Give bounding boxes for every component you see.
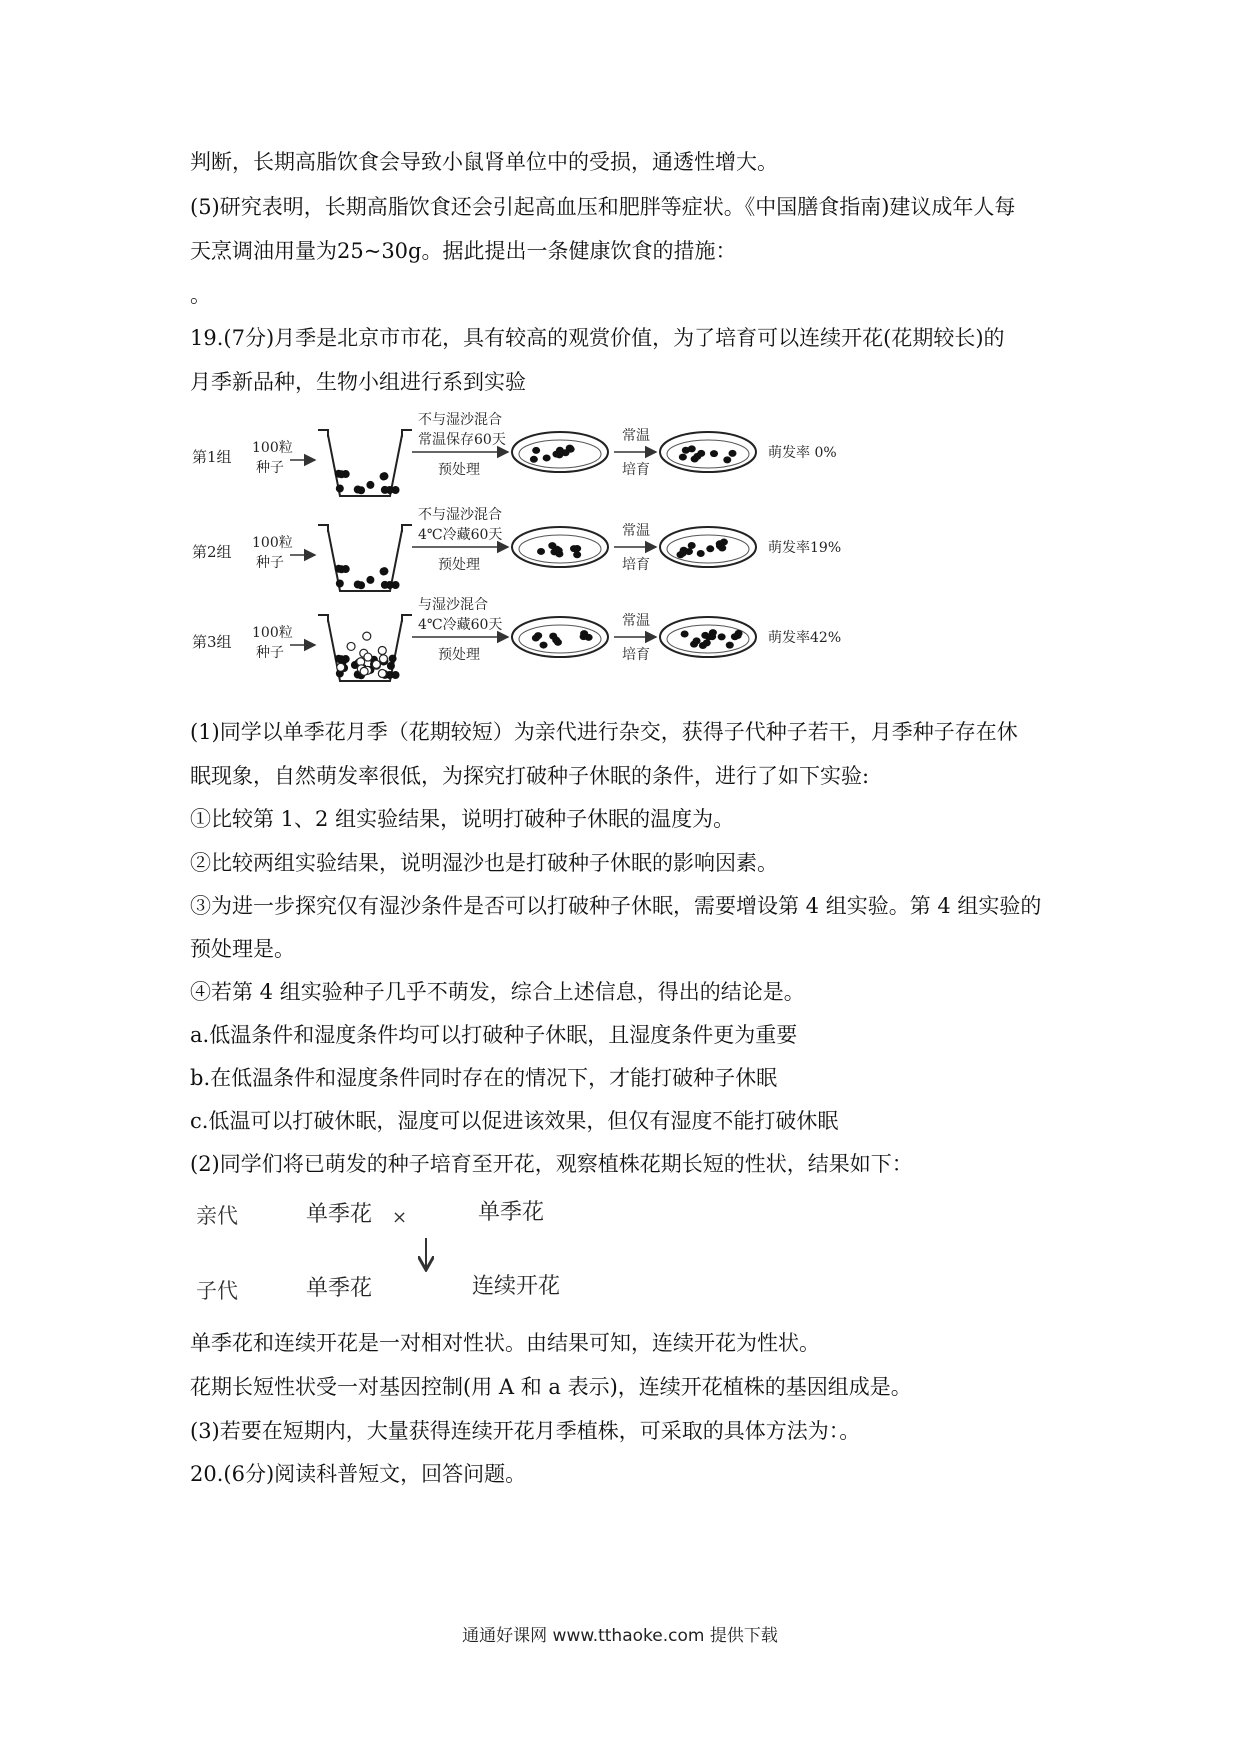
experiment-group-row — [192, 507, 841, 591]
seed-dot — [381, 581, 389, 589]
sand-grain — [379, 655, 387, 663]
seed-dot — [549, 633, 557, 640]
sand-grain — [337, 663, 345, 671]
option-b: b.在低温条件和湿度条件同时存在的情况下，才能打破种子休眠 — [190, 1066, 778, 1090]
petri-dish — [512, 527, 608, 567]
seed-dot — [381, 486, 389, 494]
petri-dish — [512, 432, 608, 472]
option-a: a.低温条件和湿度条件均可以打破种子休眠，且湿度条件更为重要 — [190, 1023, 798, 1047]
seed-dot — [726, 642, 734, 649]
seed-dot — [380, 567, 388, 575]
text-line: ④若第 4 组实验种子几乎不萌发，综合上述信息，得出的结论是。 — [190, 980, 805, 1004]
treatment-line-1: 不与湿沙混合 — [418, 507, 502, 523]
parent1-label: 单季花 — [306, 1202, 373, 1227]
beaker-outline — [318, 430, 412, 496]
seed-dot — [389, 655, 397, 663]
seed-label: 种子 — [256, 460, 284, 476]
experiment-group-row — [192, 412, 837, 496]
seed-dot — [366, 481, 374, 489]
text-line: 天烹调油用量为25~30g。据此提出一条健康饮食的措施： — [190, 239, 737, 263]
seed-dot — [729, 450, 737, 457]
text-line: 花期长短性状受一对基因控制(用 A 和 a 表示)，连续开花植株的基因组成是。 — [190, 1375, 912, 1399]
cross-diagram — [190, 1190, 610, 1320]
seed-dot — [693, 637, 701, 644]
footer-credit: 通通好课网 www.tthaoke.com 提供下载 — [462, 1626, 778, 1646]
seed-dot — [697, 550, 705, 557]
seed-dot — [380, 472, 388, 480]
option-c: c.低温可以打破休眠，湿度可以促进该效果，但仅有湿度不能打破休眠 — [190, 1109, 839, 1133]
seed-dot — [682, 447, 690, 454]
text-line: 单季花和连续开花是一对相对性状。由结果可知，连续开花为性状。 — [190, 1331, 820, 1355]
seed-dot — [354, 581, 362, 589]
experiment-diagram — [190, 402, 910, 697]
sand-grain — [364, 653, 372, 661]
sand-grain — [378, 646, 386, 654]
seed-dot — [723, 456, 731, 463]
seed-dot — [336, 485, 344, 493]
text-line: 。 — [190, 283, 211, 307]
seed-dot — [688, 542, 696, 549]
text-line: (5)研究表明，长期高脂饮食还会引起高血压和肥胖等症状。《中国膳食指南)建议成年人每 — [190, 195, 1016, 219]
text-line: (1)同学以单季花月季（花期较短）为亲代进行杂交，获得子代种子若干，月季种子存在休 — [190, 720, 1018, 744]
seed-dot — [679, 454, 687, 461]
beaker — [318, 430, 412, 496]
beaker — [318, 525, 412, 591]
seed-dot — [530, 456, 538, 463]
treatment-line-1: 不与湿沙混合 — [418, 412, 502, 428]
petri-dish — [512, 617, 608, 657]
petri-dish-inner — [667, 440, 749, 468]
text-line: 眠现象，自然萌发率很低，为探究打破种子休眠的条件，进行了如下实验: — [190, 764, 870, 788]
seed-dot — [387, 662, 395, 670]
seed-dot — [699, 642, 707, 649]
seed-dot — [336, 580, 344, 588]
seed-dot — [366, 576, 374, 584]
germination-rate-label: 萌发率 0% — [768, 445, 837, 461]
treatment-line-2: 4℃冷藏60天 — [418, 527, 503, 543]
seed-label: 种子 — [256, 645, 284, 661]
seed-dot — [342, 565, 350, 573]
child1-label: 单季花 — [306, 1276, 373, 1301]
seed-dot — [706, 545, 714, 552]
seed-dot — [681, 630, 689, 637]
treatment-line-2: 4℃冷藏60天 — [418, 617, 503, 633]
culture-line-1: 常温 — [622, 428, 650, 444]
text-line: (2)同学们将已萌发的种子培育至开花，观察植株花期长短的性状，结果如下： — [190, 1152, 913, 1176]
treatment-line-1: 与湿沙混合 — [418, 597, 488, 613]
text-line: ①比较第 1、2 组实验结果，说明打破种子休眠的温度为。 — [190, 807, 735, 831]
treatment-line-2: 常温保存60天 — [418, 432, 506, 448]
child2-label: 连续开花 — [472, 1274, 561, 1299]
seed-dot — [567, 446, 575, 453]
sand-grain — [378, 669, 386, 677]
seed-dot — [534, 632, 542, 639]
petri-dish — [660, 432, 756, 472]
seed-dot — [693, 453, 701, 460]
sand-grain — [360, 667, 368, 675]
sand-grain — [363, 632, 371, 640]
seed-dot — [532, 447, 540, 454]
seed-dot — [718, 633, 726, 640]
seed-count-label: 100粒 — [252, 625, 293, 641]
seed-dot — [731, 633, 739, 640]
seed-dot — [573, 551, 581, 558]
seed-dot — [550, 548, 558, 555]
culture-line-1: 常温 — [622, 523, 650, 539]
child-label: 子代 — [196, 1279, 238, 1303]
text-line: 判断，长期高脂饮食会导致小鼠肾单位中的受损，通透性增大。 — [190, 150, 778, 174]
question-20-heading: 20.(6分)阅读科普短文，回答问题。 — [190, 1462, 527, 1486]
treatment-line-3: 预处理 — [438, 462, 480, 478]
experiment-group-row — [192, 597, 841, 681]
treatment-line-3: 预处理 — [438, 557, 480, 573]
culture-line-2: 培育 — [622, 557, 650, 573]
seed-count-label: 100粒 — [252, 440, 293, 456]
seed-dot — [580, 630, 588, 637]
text-line: 月季新品种，生物小组进行系到实验 — [190, 370, 526, 394]
treatment-line-3: 预处理 — [438, 647, 480, 663]
germination-rate-label: 萌发率42% — [768, 630, 842, 646]
group-label: 第1组 — [192, 448, 232, 466]
seed-dot — [354, 486, 362, 494]
seed-count-label: 100粒 — [252, 535, 293, 551]
seed-dot — [554, 639, 562, 646]
cross-sign: × — [392, 1207, 408, 1228]
seed-dot — [710, 450, 718, 457]
sand-grain — [372, 660, 380, 668]
seed-dot — [680, 547, 688, 554]
petri-dish — [660, 527, 756, 567]
sand-grain — [347, 642, 355, 650]
seed-dot — [556, 447, 564, 454]
parent-label: 亲代 — [196, 1204, 238, 1228]
seed-dot — [573, 545, 581, 552]
beaker — [318, 615, 412, 681]
culture-line-2: 培育 — [622, 647, 650, 663]
seed-dot — [718, 545, 726, 552]
seed-dot — [342, 470, 350, 478]
germination-rate-label: 萌发率19% — [768, 540, 842, 556]
seed-dot — [537, 548, 545, 555]
culture-line-2: 培育 — [622, 462, 650, 478]
question-19-heading: 19.(7分)月季是北京市市花，具有较高的观赏价值，为了培育可以连续开花(花期较长)的 — [190, 326, 1005, 350]
beaker-outline — [318, 525, 412, 591]
group-label: 第3组 — [192, 633, 232, 651]
culture-line-1: 常温 — [622, 613, 650, 629]
text-line: ②比较两组实验结果，说明湿沙也是打破种子休眠的影响因素。 — [190, 851, 778, 875]
seed-dot — [543, 454, 551, 461]
text-line: ③为进一步探究仅有湿沙条件是否可以打破种子休眠，需要增设第 4 组实验。第 4 组实验的 — [190, 894, 1042, 918]
seed-label: 种子 — [256, 555, 284, 571]
text-line: 预处理是。 — [190, 937, 295, 961]
seed-dot — [540, 642, 548, 649]
group-label: 第2组 — [192, 543, 232, 561]
parent2-label: 单季花 — [478, 1200, 545, 1225]
petri-dish — [660, 617, 756, 657]
text-line: (3)若要在短期内，大量获得连续开花月季植株，可采取的具体方法为：。 — [190, 1419, 861, 1443]
seed-dot — [701, 632, 709, 639]
